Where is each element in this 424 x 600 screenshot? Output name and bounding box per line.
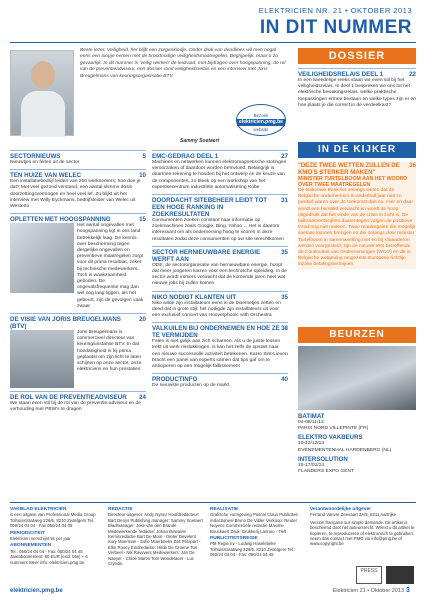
footer-text: Directeur-uitgever: Andy Nysez Hoofdredacteur: Bart Denys Publishing manager: Sammy Soetaert Bladmanager: Joke van den Brande Medewerkende redactie: Johan Dewaele Kerninredactie Bart De Moor - Dieter Develent Kory Moerman - Sofie Moerbeeks Zolt Pélopart - Elke Roocy Eindredactie: Hilde De Groene Ton Verbeel - Nik Ravvvers Medewerkers: Jan De Naeyer - Chloé Martin Tom Wondelaers - Luc Cryndis	[108, 512, 203, 567]
toc-text: Niko wilde zijn installateurs eens in de bloemetjes zetten en deed dat in grote stijl: het nodigde zijn installateurs uit voor een exclusief concert van Hooverphonic with Orchestra	[152, 300, 281, 319]
toc-page: 31	[281, 197, 288, 205]
toc-entry-head	[152, 294, 288, 301]
toc-page: 35	[281, 248, 288, 256]
toc-entry-head	[10, 394, 146, 401]
toc-entry[interactable]	[10, 313, 146, 388]
toc-entry[interactable]	[152, 150, 288, 191]
toc-title: OPLETTEN MET HOOGSPANNING	[10, 216, 111, 224]
toc-title: PRODUCTINFO	[152, 376, 198, 384]
left-column	[10, 150, 146, 413]
toc-entry-head	[152, 197, 288, 218]
beurs-dates: 10-12/12/13	[298, 441, 325, 447]
beurzen-banner: BEURZEN	[298, 327, 416, 343]
footer-text: PM Regie nv - Ludwig Haselebeke Tolhuisstraatweg 226/6, 8210 Zedelgem Tel.: 050/24 04 04 - Fax: 050/24 04 45	[210, 541, 296, 558]
editorial-intro: Beste lezer, Veiligheid, het blijft een zorgenkindje. Onder druk van deadlines wil men nogal eens een loopje nemen met de broodnodige veiligheidsmaatregelen. Begrijpelijk, maar o zo gevaarlijk. In dit nummer is 'veilig werken' de leidraad, met bijdragen over hoogspanning, de rol van de preventieadviseur, een dossier rond veiligheidsrelais en een interview met Joris Breugelmans van keuringsorganisatie BTV.	[80, 48, 286, 79]
beurs-name: BATIMAT	[298, 413, 325, 420]
toc-text: Een installatiebedrijf leiden van 250 werknemers, hoe doe je dat? Met veel gezond verstand, een aantal slimme dosis doorzettingsvermogen en heel veel lef. Zo blijkt uit het interview met Willy Eyckmans, bedrijfsleider van Welec uit Westerlo	[10, 179, 141, 210]
kijker-subtitle: MINISTER TURTELBOOM AAN HET WOORD OVER TWEE MAATREGELEN	[298, 176, 408, 188]
toc-title: EMC-GEDRAG DEEL 1	[152, 153, 219, 160]
page-number: 3	[406, 587, 410, 594]
page-title: IN DIT NUMMER	[259, 17, 412, 38]
footer-divider	[10, 502, 416, 503]
toc-entry[interactable]	[152, 373, 288, 389]
dossier-page: 22	[409, 71, 416, 78]
footer-heading: VAKBLAD ELEKTRICIEN	[10, 507, 67, 512]
beurs-place: EVENEMENTENHAL HARDENBERG (NL)	[298, 447, 392, 453]
stamp-line2: website	[253, 127, 269, 132]
toc-entry-head	[10, 316, 146, 330]
beurs-dates: 15-17/01/14	[298, 462, 325, 468]
toc-text: Consumenten zoeken constant naar informatie op zoekmachines zoals Google, Bing, Yahoo ... Het is daarom interessant om als onderneming hoog te scoren in deze resultaten zodat deze consumenten op uw site terechtkomen	[152, 218, 284, 242]
beurs-place: FLANDERS EXPO GENT	[298, 469, 354, 475]
dossier-head	[298, 68, 416, 78]
hoogspanning-image	[10, 223, 74, 293]
footer-text: Tel.: 050/24 04 04 - Fax: 050/24 04 45 Jaarabonnement: 60 EUR (excl. btw) + 6 nummers Meer info: elektricien.pmg.be	[10, 548, 88, 565]
footer-col-publisher	[10, 505, 102, 565]
toc-entry[interactable]	[152, 322, 288, 370]
toc-text: Het aantal ongevallen met hoogspanning ligt in ons land betrekkelijk laag. De kennis over bescherming tegen dergelijke ongevallen en preventieve maatregelen zorgt voor dit prima resultaat, zeker bij technische medewerkers. Toch is waakzaamheid geboden. De ongevalsfrequentie mag dan wel nog laag liggen, als het gebeurt, zijn de gevolgen vaak zwaar	[77, 223, 144, 309]
toc-page: 10	[139, 172, 146, 180]
toc-title: DOORDACHT SITEBEHEER LEIDT TOT EEN HOGE RANKING IN ZOEKRESULTATEN	[152, 197, 268, 219]
footer-text: Elektricien verschijnt 9x per jaar	[10, 536, 71, 542]
toc-text: ODE, de sectororganisatie van hernieuwbare energie, hoopt dat meer jongeren kiezen voor een technische opleiding. In de sector wordt immers verwacht dat de komende jaren heel wat nieuwe jobs bij zullen komen	[152, 262, 287, 287]
top-divider	[10, 42, 416, 43]
footer-heading: PERIODICITEIT	[10, 530, 45, 536]
footer-heading: REDACTIE	[108, 507, 133, 512]
toc-text: Joris Breugelmans is commercieel directeur van keuringsinstantie BTV. In dat hoedanigheid is hij prima geplaatst om zijn licht te laten schijnen op onze sector, onze elektriciens en hun prestaties	[77, 330, 142, 373]
toc-page: 40	[281, 376, 288, 384]
toc-title: NIKO NODIGT KLANTEN UIT	[152, 293, 237, 301]
toc-entry[interactable]	[152, 291, 288, 320]
toc-text: Machines en netwerken kunnen elektromagnetische storingen veroorzaken of daardoor worden beïnvloed. Belangrijk is daarmee rekening te houden bij het ontwerp en de keuze van de componenten, zo bleek op een workshop van het expertisecentrum industriële automatisering Kobe	[152, 160, 287, 190]
editor-photo	[10, 50, 74, 136]
toc-page: 27	[281, 153, 288, 160]
toc-title: TEN HUIZE VAN WELEC	[10, 172, 82, 180]
issue-meta: ELEKTRICIEN NR. 21 • OKTOBER 2013	[258, 6, 412, 15]
toc-page: 38	[281, 325, 288, 333]
dossier-entry[interactable]	[298, 68, 416, 109]
beurs-name: INTERSOLUTION	[298, 455, 348, 463]
toc-entry-head	[10, 153, 146, 160]
toc-text: De nieuwste producten op de markt	[152, 383, 230, 389]
footer-text: is een uitgave van Professional Media Group Tolhuisstraatweg 226/6, 8210 Zedelgem Tel. 050/24 04 04 - Fax 050/24 04 05	[10, 512, 96, 529]
toc-title: DE ROL VAN DE PREVENTIEADVISEUR	[10, 394, 127, 402]
footer-issue: Elektricien 21 • Oktober 2013	[332, 588, 404, 594]
toc-entry-head	[152, 153, 288, 160]
toc-page: 20	[139, 316, 146, 324]
footer-heading: PUBLICITEITSREGIE	[210, 536, 258, 542]
breugelmans-photo	[10, 330, 74, 388]
toc-page: 35	[281, 293, 288, 301]
toc-entry[interactable]	[10, 150, 146, 166]
beurs-dates: 04-08/11/13	[298, 420, 324, 425]
toc-text: We staan even stil bij de rol van de preventie-adviseur en de verhouding met PBW's te dragen	[10, 401, 141, 413]
toc-entry-head	[152, 249, 288, 263]
kijker-quote: "DEZE TWEE WETTEN ZULLEN DE KMO'S STERKER MAKEN"	[298, 162, 400, 176]
kijker-banner: IN DE KIJKER	[298, 142, 416, 158]
beurs-item[interactable]	[298, 413, 416, 432]
kijker-entry[interactable]	[298, 162, 416, 269]
website-stamp[interactable]	[236, 104, 286, 136]
cim-logo	[386, 566, 414, 584]
footer-text: Grafische vormgeving Pascal Claus Publiciteit redactioneel Bruno De Vilder Verkoop: Reuter Nuyens Commerciële redactie Maxime Bouckaert Druk: Drukkerij Lannoo - Tielt	[210, 512, 298, 534]
footer-text: Version française sur simple demande. Dit artikel is beschermd door het auteursrecht. Wenst u dit artikel te kopiëren, te reproduceren of elektronisch te gebruiken, neem dan contact met PMG via info@pmg.be of www.copyright.be	[310, 519, 415, 547]
beurs-item[interactable]	[298, 434, 416, 453]
toc-text: Nieuwtjes en feiten uit de sector	[10, 160, 80, 165]
toc-entry[interactable]	[152, 246, 288, 288]
footer-col-uitgever	[310, 505, 416, 547]
footer-col-redactie	[108, 505, 204, 566]
middle-column	[152, 150, 288, 389]
press-logo: PRESS	[356, 566, 382, 584]
toc-entry[interactable]	[10, 391, 146, 413]
toc-title: SECTOR HERNIEUWBARE ENERGIE WERFT AAN	[152, 248, 261, 263]
kijker-head	[298, 162, 416, 176]
beurs-name: ELEKTRO VAKBEURS	[298, 434, 363, 442]
editor-shirt	[21, 91, 65, 137]
footer-text: Ferrand Vanvre Zeevaart 2A/5, 8211 Aartrijke	[310, 512, 397, 518]
toc-title: VALKUILEN BIJ ONDERNEMEN EN HOE ZE TE VERMIJDEN	[152, 325, 280, 340]
toc-title: DE VISIE VAN JORIS BREUGELMANS (BTV)	[10, 316, 121, 331]
stamp-site: elektricien.pmg.be	[237, 119, 285, 126]
stamp-line1: Bezoek	[253, 113, 269, 118]
beurs-photo	[298, 346, 416, 410]
kijker-page: 36	[409, 162, 416, 169]
toc-body	[10, 330, 146, 388]
footer-heading: ABONNEMENTEN	[10, 543, 52, 549]
editor-head	[31, 61, 55, 89]
toc-entry[interactable]	[10, 213, 146, 310]
kijker-text: De Nationale Bank liet onlangs weten dat de Belgische ondernemers in anderhalf jaar niet zo positief waren over de toekomst dan nu. Hier en daar wordt een hersteld verwacht en wordt de hoop uitgedrukt dat het einde van de crisis in zicht is. De faillissementscijfers daarentegen volgen de positieve trend nog niet meteen. Twee maatregelen die mogelijk soelaas kunnen brengen en die onlangs door minister Turtelboom in samenwerking met en bij Vlaanderen werden voorgesteld, zijn de nieuwe Wet betreffende de Continuïteit van Ondernemingen (WCO) en de in Belgische wetgeving omgezette Europese richtlijn inzake betalingstermijnen	[298, 188, 416, 268]
footer-heading: Verantwoordelijke uitgever	[310, 507, 372, 512]
toc-page: 15	[139, 216, 146, 224]
toc-body	[10, 223, 146, 310]
toc-page: 24	[139, 394, 146, 402]
toc-entry[interactable]	[10, 169, 146, 210]
dossier-text: In een tweedelige reeks staan we even stil bij het veiligheidsrelais. In deel 1 bespreken we ons tot het elektrische bewakingsrelais, welke praktische toepassingen ermee bestaan en welke types zijn er en hoe plaats je die correct in de verdeelkast?	[298, 78, 416, 108]
dossier-banner: DOSSIER	[298, 48, 416, 64]
toc-entry[interactable]	[152, 194, 288, 243]
beurs-item[interactable]	[298, 456, 416, 475]
footer-heading: REALISATIE	[210, 507, 239, 512]
beurs-place: PARIS NORD VILLEPINTE (FR)	[298, 426, 369, 432]
footer-col-realisatie	[210, 505, 304, 558]
toc-title: SECTORNIEUWS	[10, 153, 61, 160]
toc-text: Falen is niet gelijk aan zich schamen. Als u de juiste lessen trekt uit werk mislukkingen, is kan het zelfs de opstart naar een nieuwe succesvolle activiteit betekenen. KaHo Sint-Lieven bracht een panel van experts samen dat tips gaf om te anticiperen op een mogelijk faillissement	[152, 339, 288, 370]
beurzen-list	[298, 413, 416, 475]
toc-entry-head	[152, 325, 288, 339]
toc-page: 5	[142, 153, 146, 160]
dossier-title: VEILIGHEIDSRELAIS DEEL 1	[298, 71, 384, 78]
editor-signature: Sammy Soetaert	[180, 138, 220, 144]
footer-url[interactable]: elektricien.pmg.be	[10, 588, 63, 594]
